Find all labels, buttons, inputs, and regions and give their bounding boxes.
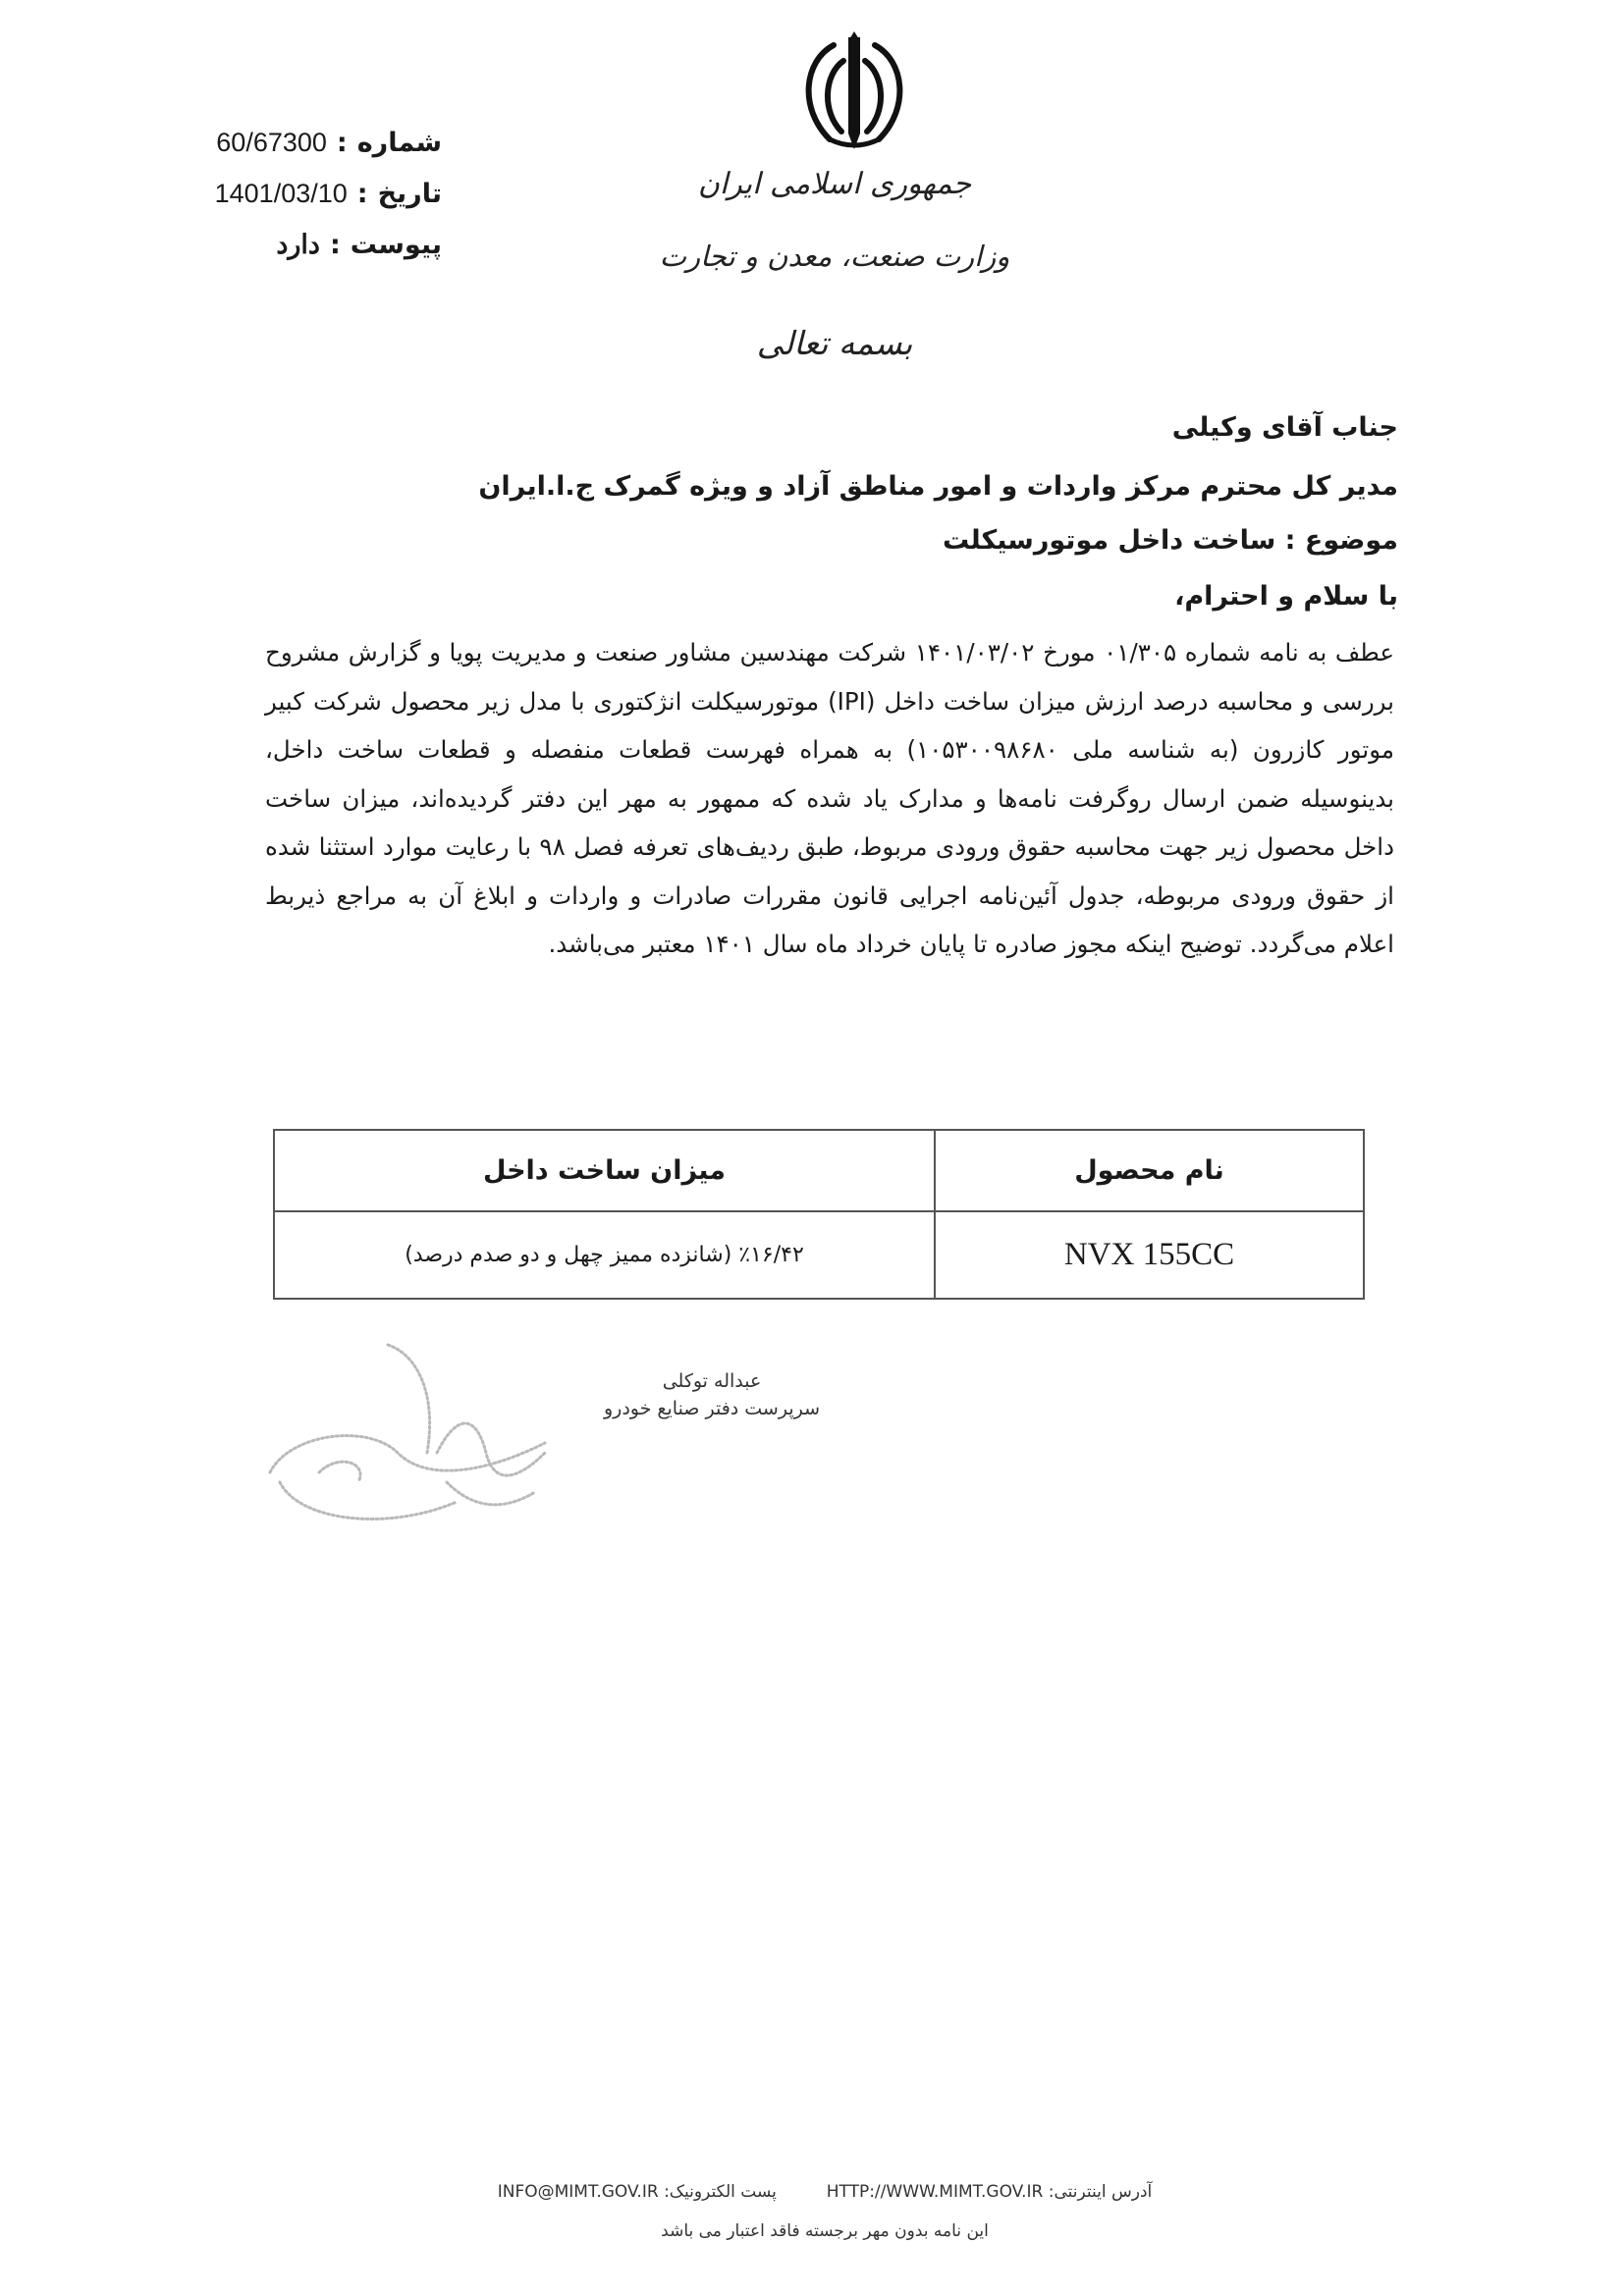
letter-body: عطف به نامه شماره ۰۱/۳۰۵ مورخ ۱۴۰۱/۰۳/۰۲ شرکت مهندسین مشاور صنعت و مدیریت پویا و گزارش مشروح بررسی و محاسبه درصد ارزش میزان ساخت داخل (IPI) موتورسیکلت انژکتوری با مدل زیر محصول شرکت کبیر موتور کازرون (به شناسه ملی ۱۰۵۳۰۰۹۸۶۸۰) به همراه فهرست قطعات منفصله و قطعات ساخت داخل، بدینوسیله ضمن ارسال روگرفت نامه‌ها و مدارک یاد شده که ممهور به مهر این دفتر گردیده‌اند، میزان ساخت داخل محصول زیر جهت محاسبه حقوق ورودی مربوط، طبق ردیف‌های تعرفه فصل ۹۸ با رعایت موارد استثنا شده از حقوق ورودی مربوطه، جدول آئین‌نامه اجرایی قانون مقررات صادرات و واردات و ابلاغ آن به مراجع ذیربط اعلام می‌گردد. توضیح اینکه مجوز صادره تا پایان خرداد ماه سال ۱۴۰۱ معتبر می‌باشد.	[265, 638, 1395, 958]
ipi-table	[273, 1129, 1365, 1300]
iran-emblem-icon	[790, 31, 918, 157]
website-link[interactable]: HTTP://WWW.MIMT.GOV.IR	[826, 2182, 1044, 2202]
website-label: آدرس اینترنتی:	[1048, 2182, 1153, 2202]
header-basmala: بسمه تعالی	[756, 324, 913, 362]
email-label: پست الکترونیک:	[664, 2182, 777, 2202]
signer-position: سرپرست دفتر صنایع خودرو	[603, 1398, 821, 1419]
meta-separator: :	[356, 179, 368, 209]
attachment-label: پیوست	[350, 230, 442, 260]
column-header-product: نام محصول	[935, 1130, 1364, 1211]
cell-share: ٪۱۶/۴۲ (شانزده ممیز چهل و دو صدم درصد)	[274, 1211, 935, 1299]
email-link[interactable]: INFO@MIMT.GOV.IR	[497, 2182, 659, 2202]
number-value: 60/67300	[216, 128, 327, 157]
signer-name: عبداله توکلی	[662, 1370, 762, 1392]
date-label: تاریخ	[377, 179, 442, 209]
cell-product: NVX 155CC	[935, 1211, 1364, 1299]
attachment-value: دارد	[276, 230, 320, 259]
handwritten-signature	[250, 1335, 584, 1561]
addressee-title: مدیر کل محترم مرکز واردات و امور مناطق آزاد و ویژه گمرک ج.ا.ایران	[478, 471, 1398, 502]
footer-contacts	[412, 2182, 1237, 2202]
column-header-share: میزان ساخت داخل	[274, 1130, 935, 1211]
header-ministry: وزارت صنعت، معدن و تجارت	[659, 240, 1010, 273]
header-republic: جمهوری اسلامی ایران	[697, 167, 972, 201]
meta-separator: :	[329, 230, 341, 260]
date-value: 1401/03/10	[214, 179, 348, 208]
addressee-salutation: جناب آقای وکیلی	[1171, 412, 1398, 443]
table-row	[274, 1211, 1364, 1299]
number-label: شماره	[356, 128, 442, 158]
letter-subject: موضوع : ساخت داخل موتورسیکلت	[942, 525, 1398, 556]
footer-note: این نامه بدون مهر برجسته فاقد اعتبار می باشد	[661, 2221, 989, 2241]
letter-meta	[147, 128, 442, 281]
letter-greeting: با سلام و احترام،	[1174, 581, 1398, 612]
meta-date-row	[147, 179, 442, 230]
meta-attachment-row	[147, 230, 442, 281]
meta-number-row	[147, 128, 442, 179]
meta-separator: :	[336, 128, 348, 158]
table-header-row	[274, 1130, 1364, 1211]
